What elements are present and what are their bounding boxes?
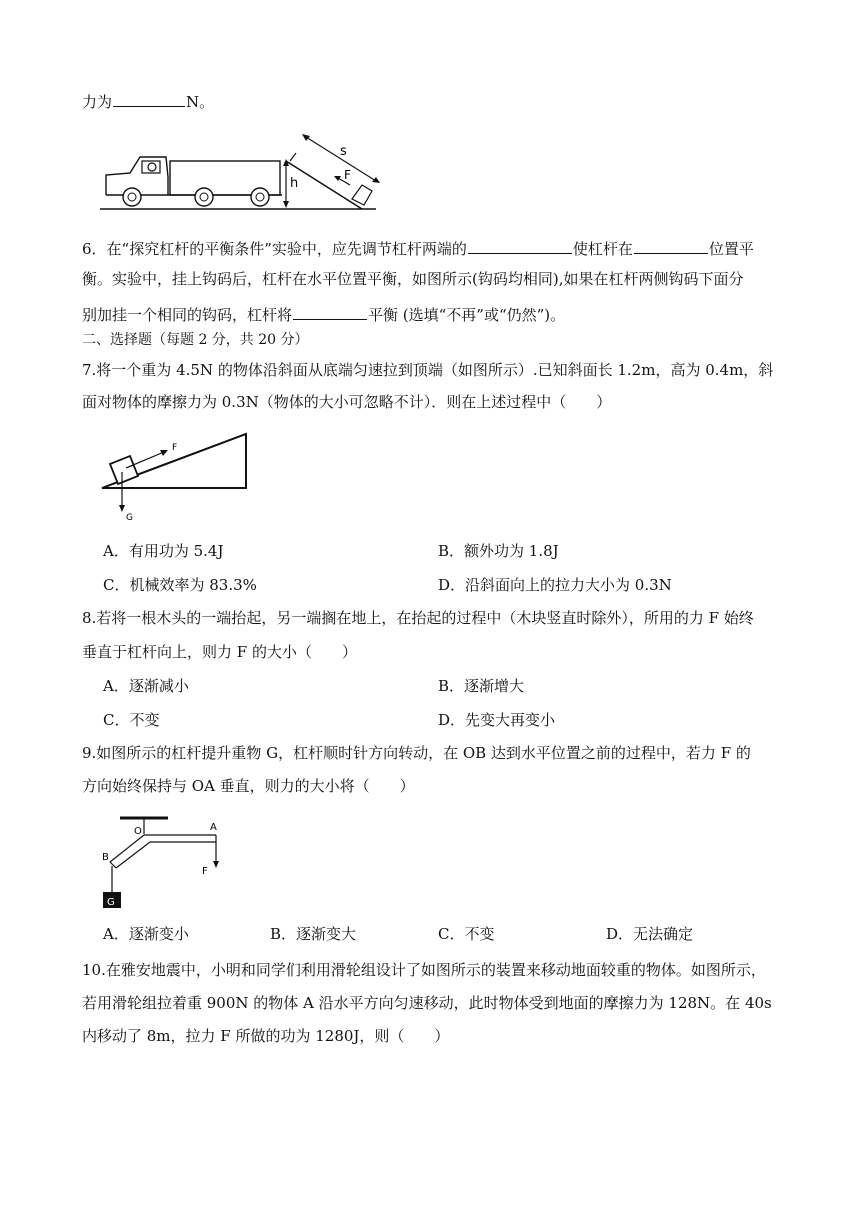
- answer-blank: [634, 237, 708, 254]
- q6-line-2: 衡。实验中，挂上钩码后，杠杆在水平位置平衡，如图所示(钩码均相同),如果在杠杆两侧钩码下面分: [82, 270, 744, 288]
- answer-blank: [293, 303, 367, 320]
- q10-line-2: 若用滑轮组拉着重 900N 的物体 A 沿水平方向匀速移动，此时物体受到地面的摩擦力为 128N。在 40s: [82, 994, 772, 1012]
- label-g: G: [126, 513, 133, 523]
- truck-ramp-figure: [100, 125, 380, 215]
- label-f: F: [172, 443, 178, 453]
- label-o: O: [134, 826, 142, 837]
- label-h: h: [290, 176, 299, 191]
- q7-option-b[interactable]: B．额外功为 1.8J: [438, 542, 559, 560]
- label-b: B: [102, 852, 109, 863]
- q9-line-1: 9.如图所示的杠杆提升重物 G，杠杆顺时针方向转动，在 OB 达到水平位置之前的过程中，若力 F 的: [82, 744, 751, 762]
- q8-line-1: 8.若将一根木头的一端抬起，另一端搁在地上，在抬起的过程中（木块竖直时除外），所用的力 F 始终: [82, 609, 754, 627]
- label-f: F: [344, 168, 351, 182]
- q9-option-d[interactable]: D．无法确定: [606, 925, 694, 943]
- q9-option-c[interactable]: C．不变: [438, 925, 495, 943]
- label-a: A: [210, 822, 217, 833]
- q8-option-a[interactable]: A．逐渐减小: [103, 677, 189, 695]
- q9-option-a[interactable]: A．逐渐变小: [103, 925, 189, 943]
- answer-blank: [113, 90, 185, 107]
- q6-line-3: 别加挂一个相同的钩码，杠杆将 平衡 (选填“不再”或“仍然”)。: [82, 303, 565, 325]
- lever-figure: [98, 812, 238, 912]
- q8-option-c[interactable]: C．不变: [103, 711, 160, 729]
- q8-option-b[interactable]: B．逐渐增大: [438, 677, 525, 695]
- q10-line-3: 内移动了 8m，拉力 F 所做的功为 1280J，则（ ）: [82, 1027, 450, 1045]
- label-f: F: [202, 866, 208, 877]
- q7-option-d[interactable]: D．沿斜面向上的拉力大小为 0.3N: [438, 576, 672, 594]
- q6-line-1: 6．在“探究杠杆的平衡条件”实验中，应先调节杠杆两端的 使杠杆在 位置平: [82, 237, 754, 259]
- q5-tail: 力为 N。: [82, 90, 214, 112]
- q9-line-2: 方向始终保持与 OA 垂直，则力的大小将（ ）: [82, 777, 415, 795]
- q8-line-2: 垂直于杠杆向上，则力 F 的大小（ ）: [82, 643, 357, 661]
- q7-option-a[interactable]: A．有用功为 5.4J: [103, 542, 224, 560]
- label-s: s: [340, 144, 347, 159]
- answer-blank: [468, 237, 572, 254]
- q7-line-2: 面对物体的摩擦力为 0.3N（物体的大小可忽略不计）．则在上述过程中（ ）: [82, 393, 612, 411]
- q7-option-c[interactable]: C．机械效率为 83.3%: [103, 576, 257, 594]
- q9-option-b[interactable]: B．逐渐变大: [270, 925, 357, 943]
- q8-option-d[interactable]: D．先变大再变小: [438, 711, 556, 729]
- q7-line-1: 7.将一个重为 4.5N 的物体沿斜面从底端匀速拉到顶端（如图所示）.已知斜面长 1.2m，高为 0.4m，斜: [82, 361, 774, 379]
- section-heading: 二、选择题（每题 2 分，共 20 分）: [82, 332, 309, 348]
- incline-figure: [100, 428, 250, 523]
- q10-line-1: 10.在雅安地震中，小明和同学们利用滑轮组设计了如图所示的装置来移动地面较重的物体。如图所示，: [82, 961, 766, 979]
- label-g: G: [107, 897, 115, 908]
